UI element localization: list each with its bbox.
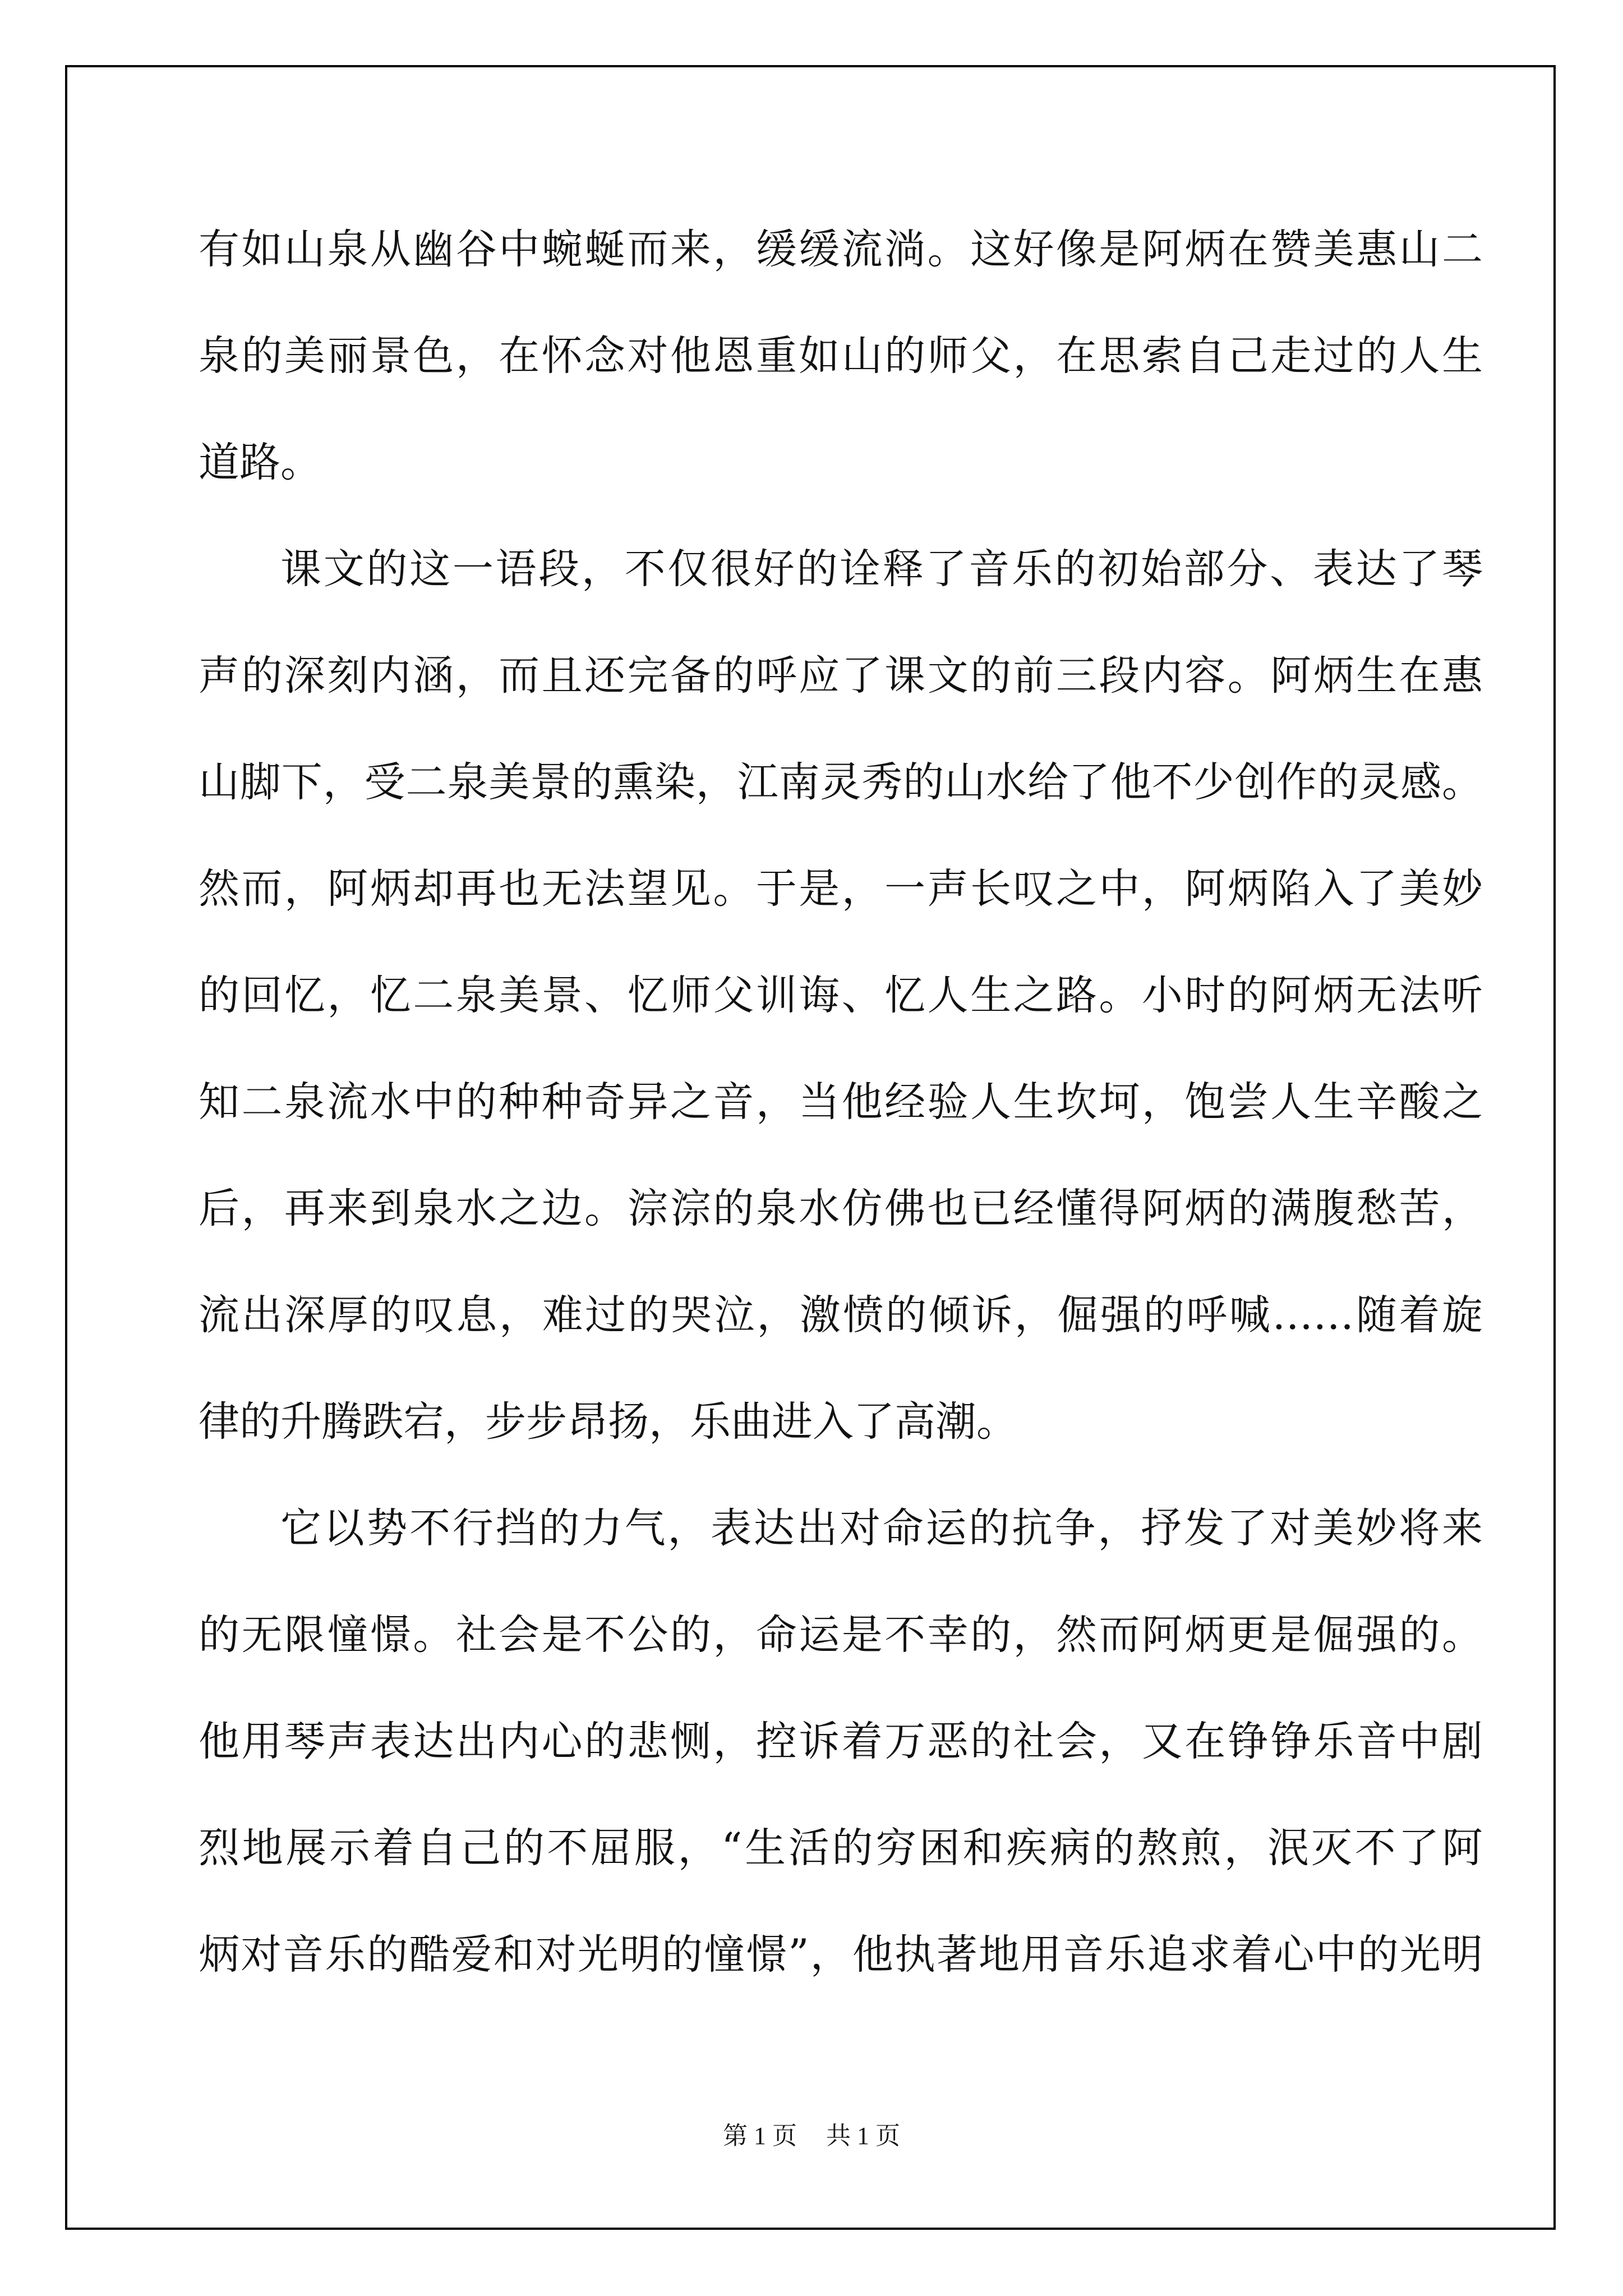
body-text-line: 它以势不行挡的力气，表达出对命运的抗争，抒发了对美妙将来 bbox=[280, 1504, 1483, 1552]
body-text-line: 山脚下，受二泉美景的熏染，江南灵秀的山水给了他不少创作的灵感。 bbox=[199, 758, 1483, 806]
body-text-line: 课文的这一语段，不仅很好的诠释了音乐的初始部分、表达了琴 bbox=[280, 545, 1483, 593]
page-number: 第 1 页 bbox=[723, 2122, 797, 2150]
body-text-line: 律的升腾跌宕，步步昂扬，乐曲进入了高潮。 bbox=[199, 1398, 1017, 1446]
body-text-line: 烈地展示着自己的不屈服，“生活的穷困和疾病的熬煎，泯灭不了阿 bbox=[199, 1824, 1483, 1872]
body-text-line: 他用琴声表达出内心的悲恻，控诉着万恶的社会，又在铮铮乐音中剧 bbox=[199, 1718, 1483, 1765]
body-text-line: 泉的美丽景色，在怀念对他恩重如山的师父，在思索自己走过的人生 bbox=[199, 332, 1483, 380]
page-total: 共 1 页 bbox=[826, 2122, 900, 2150]
body-text-line: 的无限憧憬。社会是不公的，命运是不幸的，然而阿炳更是倔强的。 bbox=[199, 1611, 1483, 1659]
body-text-line: 声的深刻内涵，而且还完备的呼应了课文的前三段内容。阿炳生在惠 bbox=[199, 652, 1483, 700]
body-text-line: 后，再来到泉水之边。淙淙的泉水仿佛也已经懂得阿炳的满腹愁苦， bbox=[199, 1185, 1483, 1232]
body-text-line: 知二泉流水中的种种奇异之音，当他经验人生坎坷，饱尝人生辛酸之 bbox=[199, 1078, 1483, 1126]
page-footer bbox=[0, 2119, 1623, 2153]
body-text-line: 有如山泉从幽谷中蜿蜒而来，缓缓流淌。这好像是阿炳在赞美惠山二 bbox=[199, 226, 1483, 273]
body-text-line: 流出深厚的叹息，难过的哭泣，激愤的倾诉，倔强的呼喊……随着旋 bbox=[199, 1291, 1483, 1339]
body-text-line: 道路。 bbox=[199, 439, 321, 486]
body-text-line: 的回忆，忆二泉美景、忆师父训诲、忆人生之路。小时的阿炳无法听 bbox=[199, 972, 1483, 1019]
body-text-line: 然而，阿炳却再也无法望见。于是，一声长叹之中，阿炳陷入了美妙 bbox=[199, 865, 1483, 913]
body-text-line: 炳对音乐的酷爱和对光明的憧憬”，他执著地用音乐追求着心中的光明 bbox=[199, 1931, 1483, 1978]
